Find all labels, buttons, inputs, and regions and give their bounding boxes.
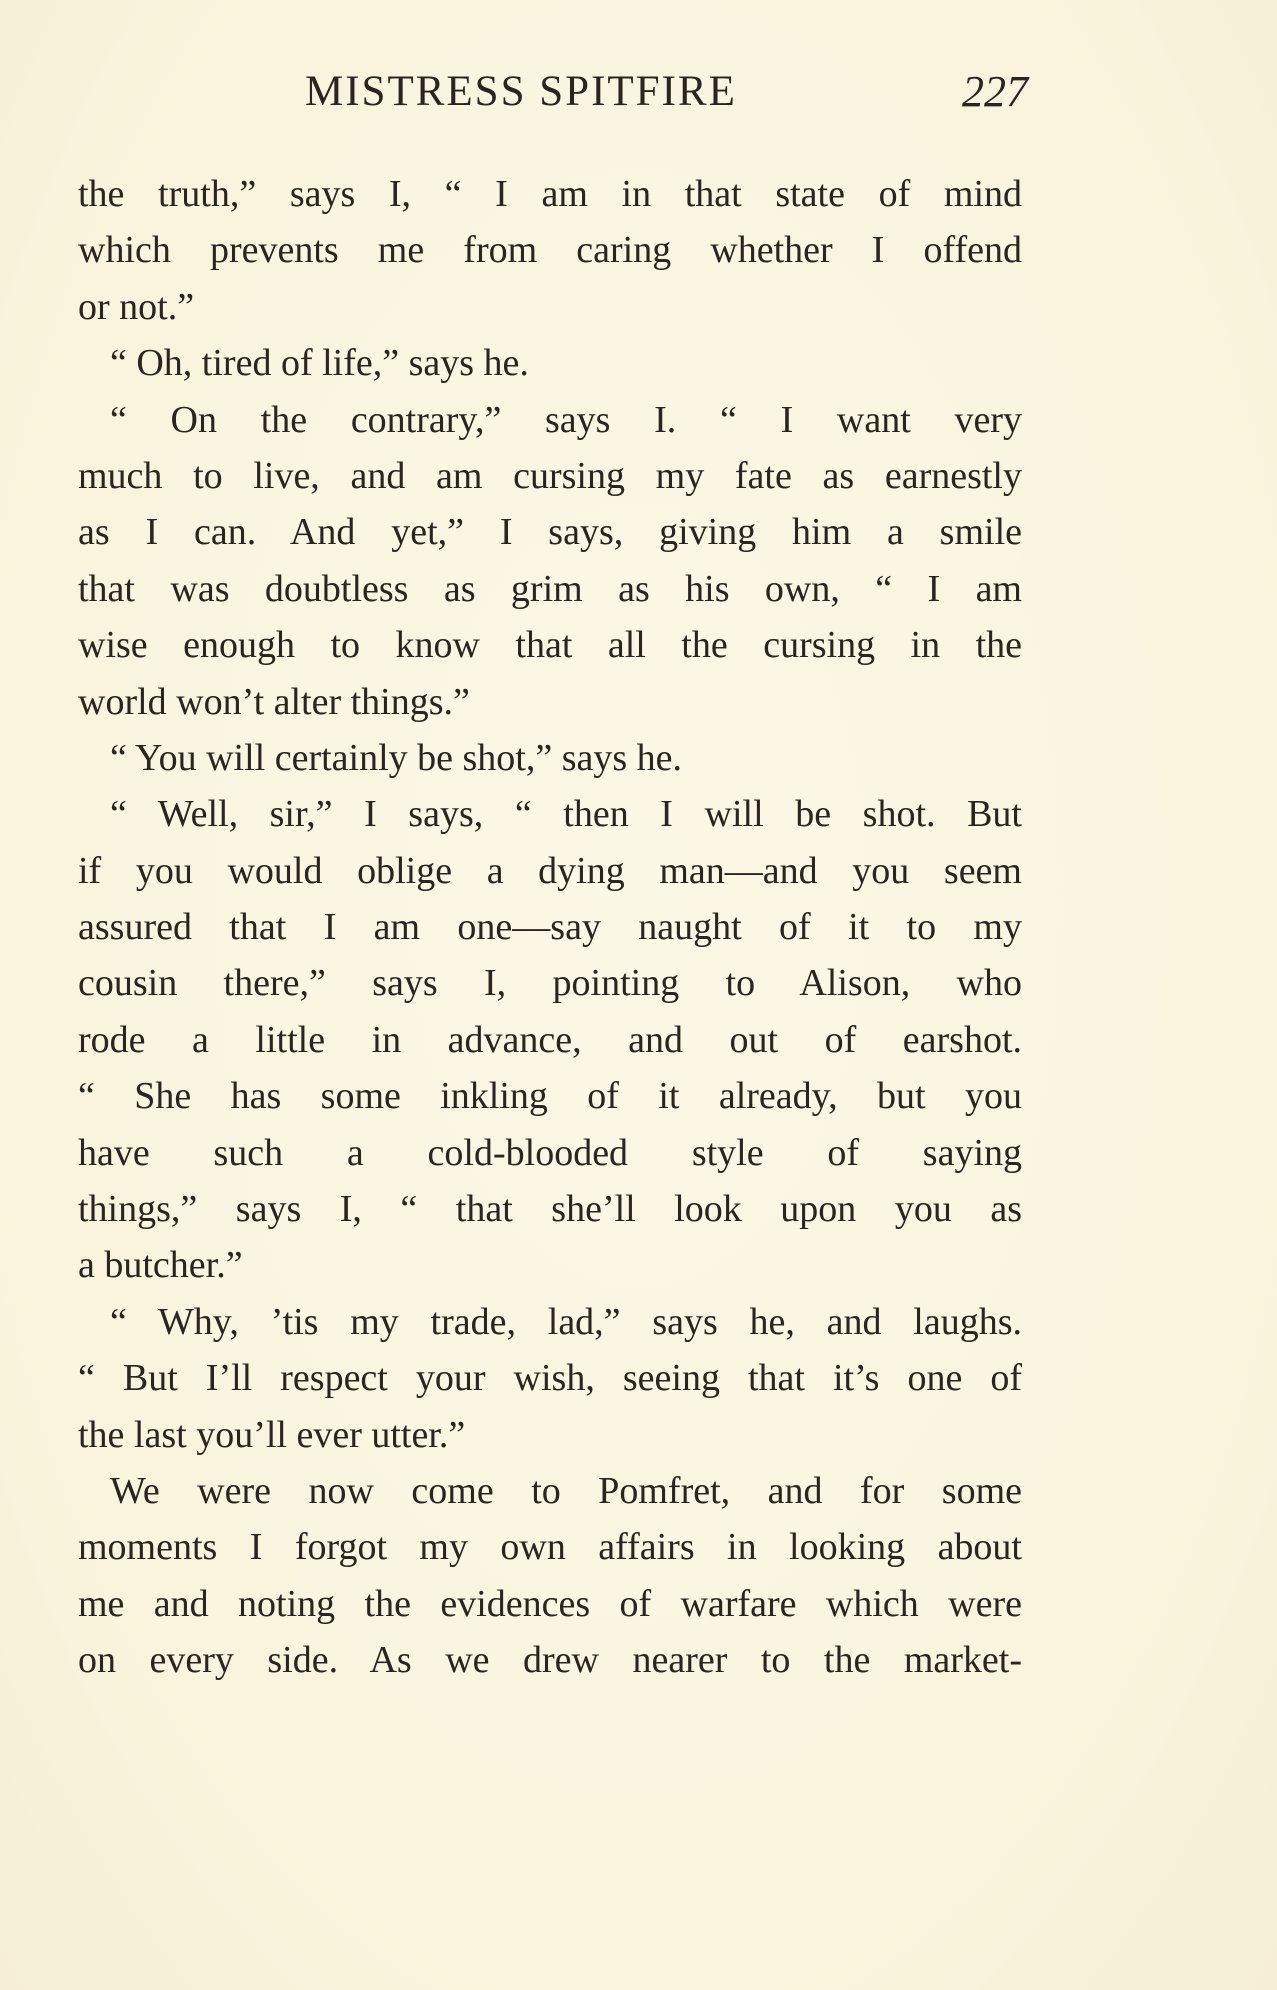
text-line: which prevents me from caring whether I offend bbox=[78, 229, 1022, 272]
text-line: the truth,” says I, “ I am in that state of mind bbox=[78, 173, 1022, 215]
text-line: “ Oh, tired of life,” says he. bbox=[110, 342, 529, 385]
text-line: “ On the contrary,” says I. “ I want very bbox=[110, 398, 1022, 441]
text-line: if you would oblige a dying man—and you seem bbox=[78, 849, 1022, 892]
text-line: things,” says I, “ that she’ll look upon you as bbox=[78, 1188, 1022, 1231]
text-line: wise enough to know that all the cursing in the bbox=[78, 624, 1022, 667]
text-line: assured that I am one—say naught of it to my bbox=[78, 906, 1022, 949]
text-line: “ She has some inkling of it already, but you bbox=[78, 1075, 1022, 1118]
text-line: We were now come to Pomfret, and for some bbox=[110, 1469, 1022, 1512]
text-line: on every side. As we drew nearer to the market- bbox=[78, 1639, 1022, 1682]
text-line: “ You will certainly be shot,” says he. bbox=[110, 736, 683, 779]
text-line: the last you’ll ever utter.” bbox=[78, 1413, 466, 1456]
text-line: me and noting the evidences of warfare which were bbox=[78, 1582, 1022, 1625]
text-line: or not.” bbox=[78, 285, 195, 328]
text-line: cousin there,” says I, pointing to Alison, who bbox=[78, 962, 1022, 1005]
text-line: much to live, and am cursing my fate as earnestly bbox=[78, 454, 1022, 497]
running-head bbox=[78, 62, 1028, 122]
text-line: “ But I’ll respect your wish, seeing that it’s one of bbox=[78, 1357, 1022, 1400]
text-line: a butcher.” bbox=[78, 1244, 243, 1287]
text-line: have such a cold-blooded style of saying bbox=[78, 1131, 1022, 1174]
page-number: 227 bbox=[962, 67, 1028, 116]
text-line: as I can. And yet,” I says, giving him a smile bbox=[78, 511, 1022, 554]
text-line: “ Why, ’tis my trade, lad,” says he, and laughs. bbox=[110, 1300, 1022, 1343]
text-line: moments I forgot my own affairs in looking about bbox=[78, 1526, 1022, 1569]
text-line: “ Well, sir,” I says, “ then I will be shot. But bbox=[110, 793, 1022, 836]
text-line: world won’t alter things.” bbox=[78, 680, 470, 723]
text-line: rode a little in advance, and out of earshot. bbox=[78, 1018, 1022, 1061]
text-line: that was doubtless as grim as his own, “ I am bbox=[78, 567, 1022, 610]
running-title: MISTRESS SPITFIRE bbox=[305, 68, 737, 115]
body-text bbox=[78, 166, 1022, 1689]
